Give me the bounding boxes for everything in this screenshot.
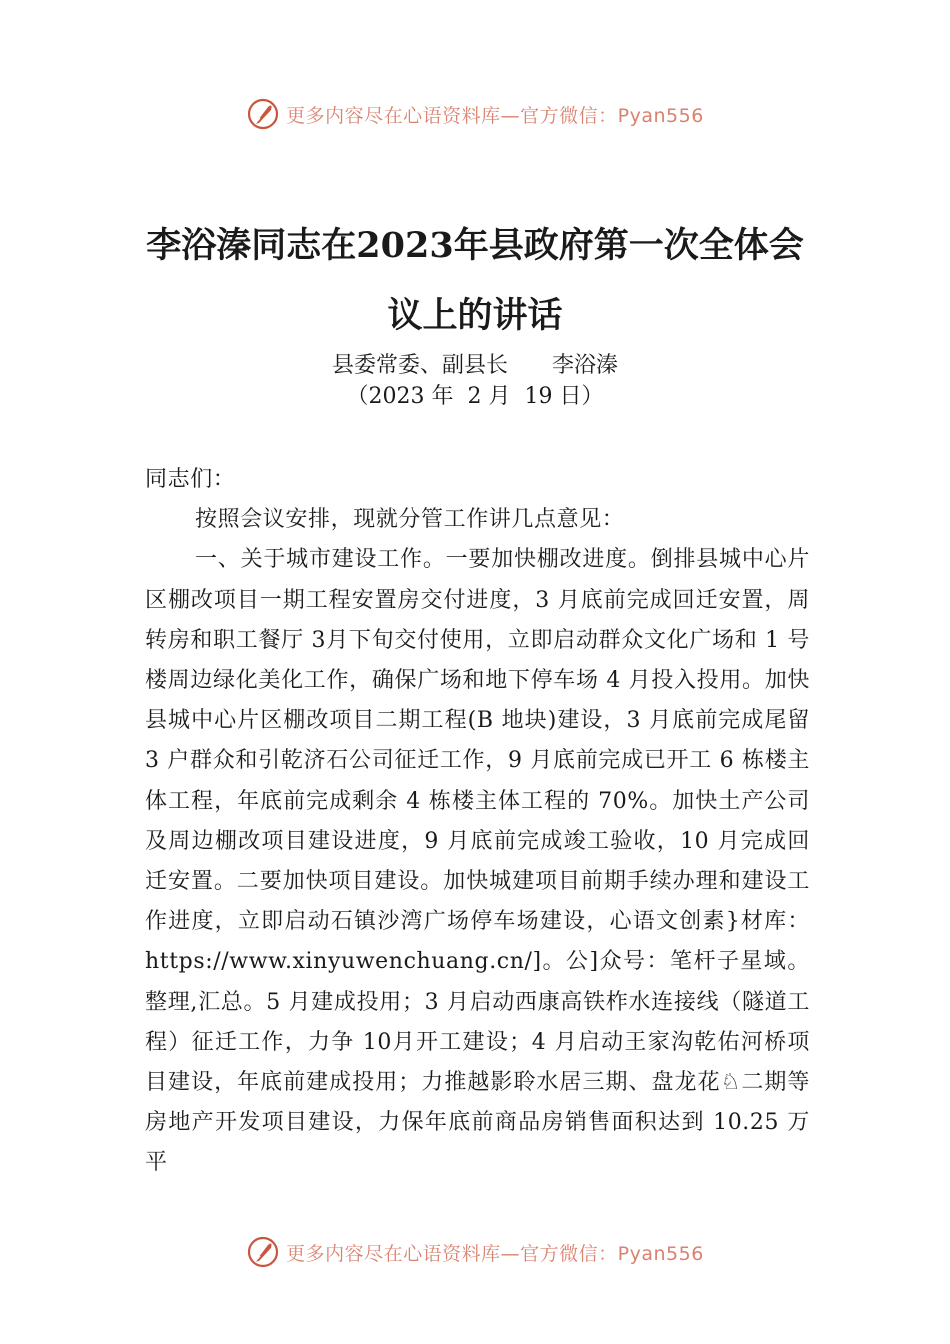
section-1-paragraph: 一、关于城市建设工作。一要加快棚改进度。倒排县城中心片区棚改项目一期工程安置房交付进度，3 月底前完成回迁安置，周转房和职工餐厅 3月下旬交付使用，立即启动群众文化广场和 1 号楼周边绿化美化工作，确保广场和地下停车场 4 月投入投用。加快县城中心片区棚改项目二期工程(B 地块)建设，3 月底前完成尾留 3 户群众和引乾济石公司征迁工作，9 月底前完成已开工 6 栋楼主体工程，年底前完成剩余 4 栋楼主体工程的 70%。加快土产公司及周边棚改项目建设进度，9 月底前完成竣工验收，10 月完成回迁安置。二要加快项目建设。加快城建项目前期手续办理和建设工作进度，立即启动石镇沙湾广场停车场建设，心语文创素}材库：https://www.xinyuwenchuang.cn/]。公]众号：笔杆子星域。整理,汇总。5 月建成投用；3 月启动西康高铁柞水连接线（隧道工程）征迁工作，力争 10月开工建设；4 月启动王家沟乾佑河桥项目建设，年底前建成投用；力推越影聆水居三期、盘龙花♘二期等房地产开发项目建设，力保年底前商品房销售面积达到 10.25 万平 <box>145 547 810 1176</box>
quill-icon <box>246 1235 280 1269</box>
page-title-line-1: 李浴溱同志在2023年县政府第一次全体会 <box>146 225 804 266</box>
author-line: 县委常委、副县长 李浴溱 <box>331 353 618 378</box>
page-title-line-2: 议上的讲话 <box>387 295 563 336</box>
watermark-header <box>0 94 950 134</box>
quill-icon <box>246 97 280 131</box>
watermark-footer <box>0 1232 950 1272</box>
document-body <box>145 460 810 1184</box>
watermark-text: 更多内容尽在心语资料库—官方微信：Pyan556 <box>286 1242 704 1265</box>
date-line: （2023 年 2 月 19 日） <box>346 384 604 409</box>
salutation: 同志们： <box>145 467 236 492</box>
intro-paragraph: 按照会议安排，现就分管工作讲几点意见： <box>195 507 625 533</box>
watermark-text: 更多内容尽在心语资料库—官方微信：Pyan556 <box>286 104 704 127</box>
